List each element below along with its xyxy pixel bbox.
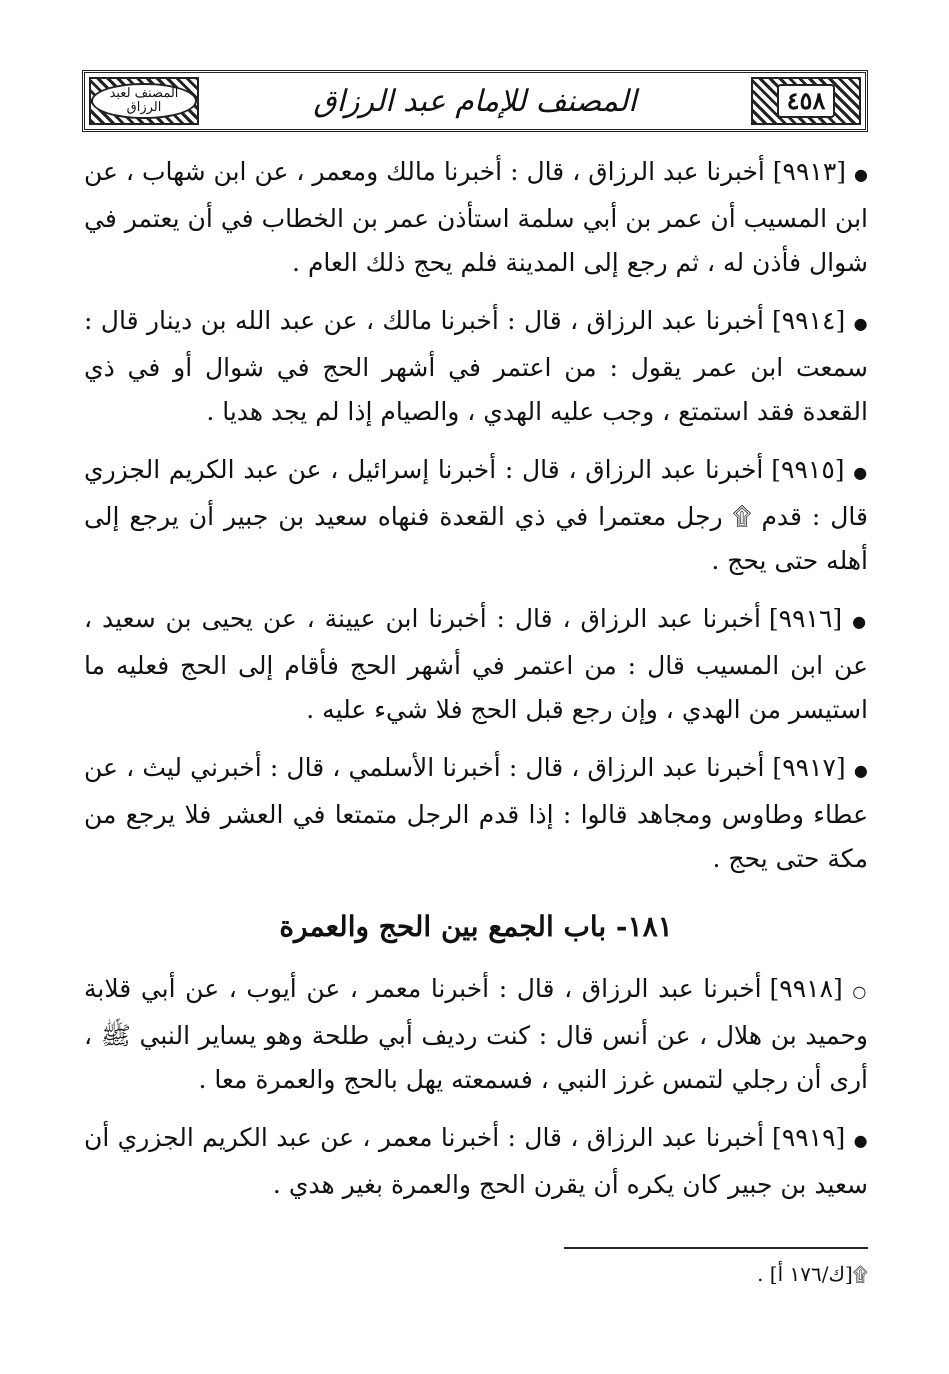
hadith-entry-9918: [84, 967, 868, 1102]
running-title: المصنف للإمام عبد الرزاق: [313, 83, 637, 119]
entry-text: [٩٩١٨] أخبرنا عبد الرزاق ، قال : أخبرنا معمر ، عن أيوب ، عن أبي قلابة وحميد بن هلال ، عن أنس قال : كنت رديف أبي طلحة وهو يساير النبي ﷺ ، أرى أن رجلي لتمس غرز النبي ، فسمعته يهل بالحج والعمرة معا .: [84, 974, 868, 1094]
entry-marker: ●: [853, 761, 868, 780]
entry-marker: ●: [853, 314, 868, 333]
hadith-entry-9913: [84, 150, 868, 285]
entry-marker: ●: [853, 463, 868, 482]
logo-ornament-left: [89, 77, 199, 125]
running-header: [82, 70, 868, 132]
entry-marker: ●: [852, 612, 868, 631]
hadith-entry-9917: [84, 746, 868, 881]
footnote-divider: [564, 1247, 868, 1249]
footnote: ۩[ك/١٧٦ أ] .: [757, 1262, 868, 1286]
entry-marker: ●: [854, 165, 868, 184]
entry-text: [٩٩١٥] أخبرنا عبد الرزاق ، قال : أخبرنا إسرائيل ، عن عبد الكريم الجزري قال : قدم ۩ رجل معتمرا في ذي القعدة فنهاه سعيد بن جبير أن يرجع إلى أهله حتى يحج .: [84, 455, 868, 575]
logo-emblem: المصنف لعبد الرزاق: [91, 83, 197, 120]
entry-text: [٩٩١٤] أخبرنا عبد الرزاق ، قال : أخبرنا مالك ، عن عبد الله بن دينار قال : سمعت ابن عمر يقول : من اعتمر في أشهر الحج في شوال أو في ذي القعدة فقد استمتع ، وجب عليه الهدي ، والصيام إذا لم يجد هديا .: [84, 306, 868, 426]
entry-text: [٩٩١٣] أخبرنا عبد الرزاق ، قال : أخبرنا مالك ومعمر ، عن ابن شهاب ، عن ابن المسيب أن عمر بن أبي سلمة استأذن عمر بن الخطاب في أن يعتمر في شوال فأذن له ، ثم رجع إلى المدينة فلم يحج ذلك العام .: [84, 157, 868, 277]
hadith-entry-9916: [84, 597, 868, 732]
page-body: [84, 150, 868, 1221]
entry-marker: ●: [853, 1131, 868, 1150]
hadith-entry-9914: [84, 299, 868, 434]
page-number: ٤٥٨: [777, 84, 836, 118]
page-number-ornament: [751, 77, 861, 125]
hadith-entry-9919: [84, 1116, 868, 1207]
entry-text: [٩٩١٧] أخبرنا عبد الرزاق ، قال : أخبرنا الأسلمي ، قال : أخبرني ليث ، عن عطاء وطاوس ومجاهد قالوا : إذا قدم الرجل متمتعا في العشر فلا يرجع من مكة حتى يحج .: [84, 753, 868, 873]
entry-marker: ○: [852, 982, 868, 1001]
chapter-title: ١٨١- باب الجمع بين الحج والعمرة: [279, 910, 673, 943]
entry-text: [٩٩١٩] أخبرنا عبد الرزاق ، قال : أخبرنا معمر ، عن عبد الكريم الجزري أن سعيد بن جبير كان يكره أن يقرن الحج والعمرة بغير هدي .: [84, 1123, 868, 1199]
entry-text: [٩٩١٦] أخبرنا عبد الرزاق ، قال : أخبرنا ابن عيينة ، عن يحيى بن سعيد ، عن ابن المسيب قال : من اعتمر في أشهر الحج فأقام إلى الحج فعليه ما استيسر من الهدي ، وإن رجع قبل الحج فلا شيء عليه .: [84, 604, 868, 724]
hadith-entry-9915: [84, 448, 868, 583]
